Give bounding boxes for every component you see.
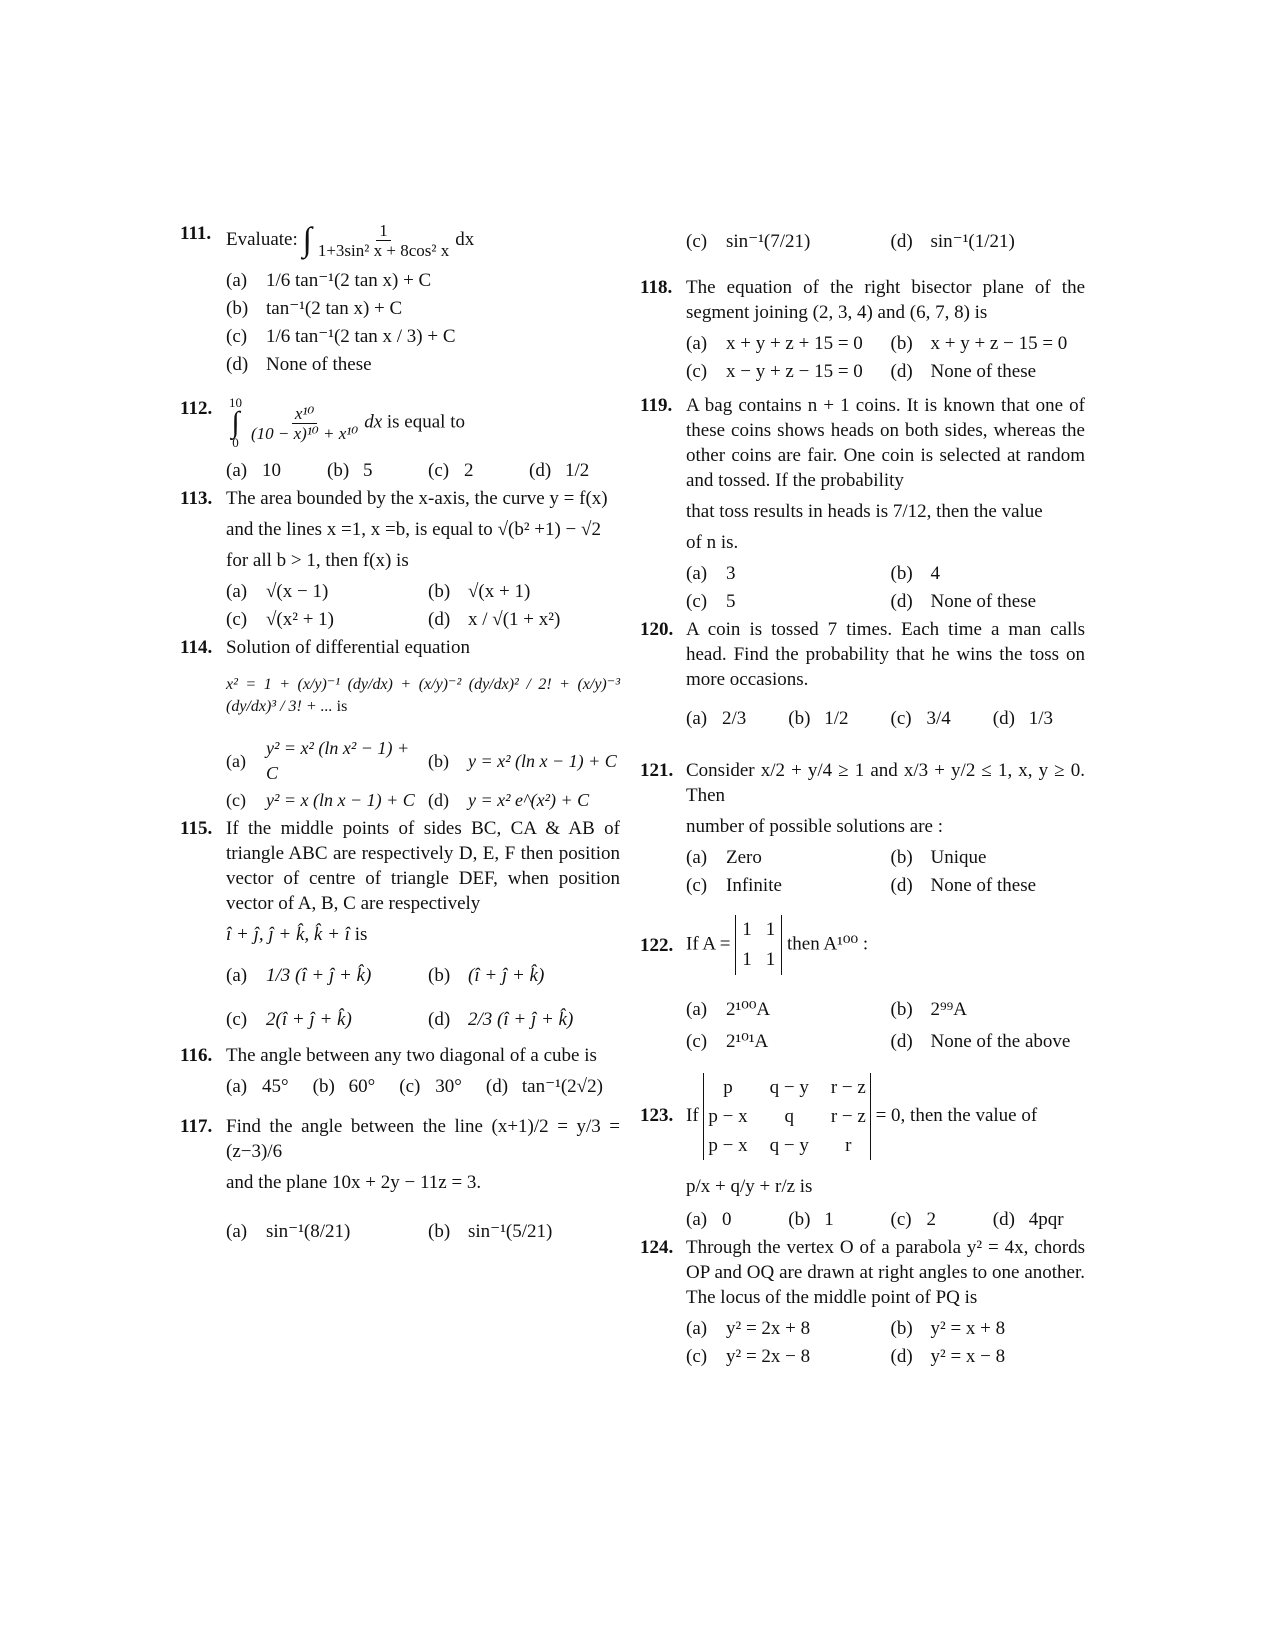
option-label: (a) <box>686 562 708 584</box>
option-text: sin⁻¹(1/21) <box>930 230 1015 252</box>
option-label: (b) <box>327 459 350 481</box>
option-c[interactable] <box>226 605 418 633</box>
option-c[interactable] <box>686 1025 881 1057</box>
option-text: None of these <box>930 360 1037 382</box>
option-label: (b) <box>788 1208 811 1230</box>
option-label: (c) <box>399 1075 421 1097</box>
option-text: y² = x (ln x − 1) + C <box>266 789 415 810</box>
option-text: y² = x² (ln x² − 1) + C <box>266 738 410 783</box>
option-text: 4 <box>930 562 940 584</box>
option-label: (d) <box>890 590 913 612</box>
option-text: 1/3 (î + ĵ + k̂) <box>266 964 372 986</box>
option-label: (a) <box>226 1075 248 1097</box>
option-c[interactable] <box>686 357 881 385</box>
option-text: y² = x + 8 <box>930 1317 1006 1339</box>
question-number: 111. <box>180 223 212 244</box>
question-114 <box>180 635 620 814</box>
question-stem: Through the vertex O of a parabola y² = 4x, chords OP and OQ are drawn at right angles to one another. The locus of the middle point of PQ is <box>686 1237 1085 1308</box>
question-stem: The angle between any two diagonal of a cube is <box>226 1045 597 1066</box>
option-d[interactable] <box>891 1025 1086 1057</box>
matrix-entry: 1 <box>742 949 752 970</box>
option-a[interactable] <box>686 843 881 871</box>
option-label: (b) <box>428 1220 451 1242</box>
option-label: (c) <box>686 874 708 896</box>
option-label: (b) <box>428 580 451 602</box>
option-a[interactable] <box>226 1072 303 1100</box>
option-d[interactable] <box>993 696 1085 740</box>
option-text: 5 <box>726 590 736 612</box>
prefix-text: If <box>686 1104 699 1126</box>
option-d[interactable] <box>891 219 1086 263</box>
stem-text: If the middle points of sides BC, CA & AB of triangle ABC are respectively D, E, F then position vector of centre of triangle DEF, when position vector of A, B, C are respectively <box>226 818 620 914</box>
position-vectors: î + ĵ, ĵ + k̂, k̂ + î <box>226 924 350 945</box>
option-text: sin⁻¹(8/21) <box>266 1220 351 1242</box>
option-b[interactable] <box>891 993 1086 1025</box>
stem-text: Find the angle between the line <box>226 1116 483 1137</box>
option-d[interactable] <box>891 1342 1086 1370</box>
option-d[interactable] <box>486 1072 620 1100</box>
question-117-continued <box>640 219 1085 263</box>
option-b[interactable] <box>313 1072 390 1100</box>
option-text: 1/3 <box>1028 707 1054 729</box>
determinant-entry: p − x <box>708 1106 748 1127</box>
stem-line: for all b > 1, then f(x) is <box>226 550 409 571</box>
determinant-entry: q <box>784 1106 794 1127</box>
question-stem <box>686 758 1085 839</box>
option-c[interactable] <box>399 1072 476 1100</box>
option-label: (d) <box>428 608 451 630</box>
option-label: (a) <box>686 846 708 868</box>
question-stem <box>226 396 620 450</box>
options <box>226 1209 620 1253</box>
option-text: sin⁻¹(7/21) <box>726 230 811 252</box>
determinant <box>703 1073 870 1160</box>
option-a[interactable] <box>226 577 418 605</box>
option-text: None of these <box>930 590 1037 612</box>
option-label: (b) <box>428 750 449 771</box>
option-c[interactable] <box>428 456 519 484</box>
question-number: 121. <box>640 760 674 781</box>
fraction-numerator: 1 <box>376 221 391 241</box>
determinant-entry: q − y <box>769 1135 809 1156</box>
option-b[interactable] <box>788 696 880 740</box>
integral-sign: ∫ <box>302 221 312 259</box>
option-c[interactable] <box>686 219 881 263</box>
fraction-denominator: 1+3sin² x + 8cos² x <box>317 241 450 260</box>
option-label: (c) <box>226 325 248 347</box>
question-stem <box>226 221 620 260</box>
option-b[interactable] <box>327 456 418 484</box>
question-number: 122. <box>640 935 674 956</box>
option-label: (a) <box>226 964 248 986</box>
option-text: x + y + z + 15 = 0 <box>726 332 863 354</box>
stem-text: that toss results in heads is 7/12, then the value <box>686 501 1043 522</box>
prompt-text: Evaluate: <box>226 228 298 250</box>
question-119 <box>640 393 1085 615</box>
question-number: 118. <box>640 277 673 298</box>
stem-text: Consider x/2 + y/4 ≥ 1 and x/3 + y/2 ≤ 1, x, y ≥ 0. Then <box>686 760 1085 806</box>
suffix-text: is equal to <box>386 411 465 433</box>
option-text: Infinite <box>726 874 782 896</box>
option-text: 2(î + ĵ + k̂) <box>266 1008 352 1030</box>
option-label: (d) <box>890 1345 913 1367</box>
option-d[interactable] <box>891 357 1086 385</box>
option-c[interactable] <box>226 786 418 814</box>
option-label: (a) <box>686 707 708 729</box>
stem-text: Solution of differential equation <box>226 637 470 658</box>
option-text: x − y + z − 15 = 0 <box>726 360 863 382</box>
option-d[interactable] <box>428 786 620 814</box>
differential: dx <box>455 228 475 250</box>
option-label: (d) <box>226 353 249 375</box>
option-label: (d) <box>992 707 1015 729</box>
option-text: sin⁻¹(5/21) <box>468 1220 553 1242</box>
line-equation: (x+1)/2 = y/3 = (z−3)/6 <box>226 1116 620 1162</box>
determinant-entry: r − z <box>830 1077 866 1098</box>
option-b[interactable] <box>788 1205 880 1233</box>
option-c[interactable] <box>226 322 620 350</box>
determinant-entry: p − x <box>708 1135 748 1156</box>
option-text: y² = 2x + 8 <box>726 1317 811 1339</box>
option-label: (c) <box>226 1008 248 1030</box>
differential-equation <box>226 674 620 718</box>
option-text: 3/4 <box>926 707 951 729</box>
question-stem <box>226 486 620 573</box>
option-label: (d) <box>485 1075 509 1097</box>
determinant-entry: q − y <box>769 1077 809 1098</box>
question-number: 115. <box>180 818 213 839</box>
question-number: 124. <box>640 1237 674 1258</box>
question-122 <box>640 915 1085 1057</box>
option-label: (d) <box>890 1030 913 1052</box>
question-112 <box>180 396 620 484</box>
option-label: (b) <box>890 1317 913 1339</box>
option-b[interactable] <box>891 559 1086 587</box>
expression: p/x + q/y + r/z <box>686 1176 796 1197</box>
suffix-text: is <box>336 698 348 715</box>
option-text: 5 <box>363 459 373 481</box>
option-c[interactable] <box>686 871 881 899</box>
options <box>226 1072 620 1100</box>
question-121 <box>640 758 1085 899</box>
option-label: (d) <box>890 230 913 252</box>
option-label: (c) <box>686 1030 708 1052</box>
option-a[interactable] <box>226 266 620 294</box>
option-b[interactable] <box>226 294 620 322</box>
option-c[interactable] <box>891 696 983 740</box>
stem-text: number of possible solutions are : <box>686 816 943 837</box>
option-d[interactable] <box>891 587 1086 615</box>
option-text: 1 <box>824 1208 834 1230</box>
option-a[interactable] <box>686 1314 881 1342</box>
option-text: 2/3 (î + ĵ + k̂) <box>468 1008 574 1030</box>
option-text: (î + ĵ + k̂) <box>468 964 545 986</box>
option-label: (d) <box>992 1208 1015 1230</box>
options <box>226 266 620 378</box>
question-number: 112. <box>180 398 213 419</box>
integral-limits <box>229 396 242 450</box>
options <box>226 953 620 1041</box>
option-text: 45° <box>262 1075 289 1097</box>
option-c[interactable] <box>226 997 418 1041</box>
option-text: 1/2 <box>565 459 590 481</box>
option-text: 1/6 tan⁻¹(2 tan x / 3) + C <box>266 325 456 347</box>
question-number: 120. <box>640 619 674 640</box>
options <box>686 843 1085 899</box>
fraction-denominator: (10 − x)¹⁰ + x¹⁰ <box>251 423 359 443</box>
option-text: y = x² (ln x − 1) + C <box>468 750 617 771</box>
question-number: 123. <box>640 1105 674 1126</box>
matrix-a <box>735 915 782 975</box>
options <box>686 1314 1085 1370</box>
option-text: 1/2 <box>824 707 849 729</box>
option-label: (b) <box>890 846 913 868</box>
integral-sign: ∫ <box>231 406 240 439</box>
options <box>686 1205 1085 1233</box>
options <box>226 456 620 484</box>
option-b[interactable] <box>891 843 1086 871</box>
option-d[interactable] <box>529 456 620 484</box>
option-label: (a) <box>686 1208 708 1230</box>
matrix-entry: 1 <box>765 919 776 940</box>
option-label: (d) <box>529 459 552 481</box>
option-a[interactable] <box>686 993 881 1025</box>
determinant-entry: r <box>845 1135 852 1156</box>
option-label: (b) <box>890 562 913 584</box>
stem-line: and the lines x =1, x =b, is equal to <box>226 519 493 540</box>
option-label: (b) <box>890 332 913 354</box>
option-label: (a) <box>686 332 708 354</box>
option-label: (b) <box>226 297 249 319</box>
question-stem: The equation of the right bisector plane of the segment joining (2, 3, 4) and (6, 7, 8) is <box>686 277 1085 323</box>
question-stem <box>686 915 1085 975</box>
option-label: (d) <box>890 360 913 382</box>
options <box>686 329 1085 385</box>
question-number: 113. <box>180 488 213 509</box>
option-text: 60° <box>348 1075 376 1097</box>
question-stem <box>686 1073 1085 1199</box>
option-label: (a) <box>226 1220 248 1242</box>
suffix-text: = 0, then the value of <box>875 1104 1038 1126</box>
option-text: 2¹⁰¹A <box>726 1030 769 1052</box>
option-label: (b) <box>788 707 811 729</box>
lower-limit: 0 <box>232 435 239 450</box>
stem-text: and the plane 10x + 2y − 11z = 3. <box>226 1172 482 1193</box>
options <box>686 993 1085 1057</box>
option-a[interactable] <box>226 736 418 786</box>
question-stem <box>226 816 620 947</box>
option-b[interactable] <box>428 953 620 997</box>
option-label: (a) <box>226 459 248 481</box>
option-label: (a) <box>686 1317 708 1339</box>
question-113 <box>180 486 620 633</box>
prefix-text: If A = <box>686 933 731 955</box>
option-label: (d) <box>428 1008 451 1030</box>
option-text: x / √(1 + x²) <box>468 608 561 630</box>
option-text: 2/3 <box>722 707 747 729</box>
stem-text: of n is. <box>686 532 739 553</box>
option-text: x + y + z − 15 = 0 <box>930 332 1068 354</box>
question-123 <box>640 1073 1085 1233</box>
option-text: 4pqr <box>1028 1208 1064 1230</box>
question-115 <box>180 816 620 1041</box>
matrix-entry: 1 <box>765 949 776 970</box>
option-label: (c) <box>226 789 246 810</box>
equation-text: x² = 1 + (x/y)⁻¹ (dy/dx) + (x/y)⁻² (dy/dx)² / 2! + (x/y)⁻³ (dy/dx)³ / 3! + ... <box>226 676 620 715</box>
question-number: 114. <box>180 637 213 658</box>
question-stem <box>226 635 620 732</box>
option-a[interactable] <box>686 696 778 740</box>
option-text: 2 <box>926 1208 936 1230</box>
question-120 <box>640 617 1085 740</box>
option-text: y² = x − 8 <box>930 1345 1006 1367</box>
question-number: 116. <box>180 1045 213 1066</box>
option-label: (a) <box>226 580 248 602</box>
option-b[interactable] <box>891 329 1086 357</box>
area-expression: √(b² +1) − √2 <box>497 519 601 540</box>
integrand-fraction <box>248 404 361 443</box>
option-text: tan⁻¹(2√2) <box>521 1075 603 1097</box>
option-text: 2¹⁰⁰A <box>726 998 771 1020</box>
suffix-text: is <box>354 924 368 945</box>
option-b[interactable] <box>891 1314 1086 1342</box>
question-117 <box>180 1114 620 1253</box>
question-116 <box>180 1043 620 1100</box>
option-label: (a) <box>226 750 246 771</box>
option-d[interactable] <box>891 871 1086 899</box>
option-text: 0 <box>722 1208 732 1230</box>
option-text: None of the above <box>930 1030 1071 1052</box>
option-a[interactable] <box>226 1209 418 1253</box>
option-d[interactable] <box>993 1205 1085 1233</box>
integrand-fraction <box>315 221 452 260</box>
option-text: 3 <box>726 562 736 584</box>
option-text: 2⁹⁹A <box>930 998 967 1020</box>
left-column <box>180 215 620 1255</box>
question-stem <box>226 1114 620 1195</box>
stem-line: The area bounded by the x-axis, the curve y = f(x) <box>226 488 608 509</box>
option-label: (c) <box>226 608 248 630</box>
stem-text: A bag contains n + 1 coins. It is known that one of these coins shows heads on both sides, whereas the other coins are fair. One coin is selected at random and tossed. If the probability <box>686 395 1085 491</box>
option-label: (c) <box>686 360 708 382</box>
option-label: (c) <box>890 707 912 729</box>
upper-limit: 10 <box>229 395 242 410</box>
option-label: (d) <box>428 789 449 810</box>
option-d[interactable] <box>226 350 620 378</box>
option-b[interactable] <box>428 577 620 605</box>
option-text: y² = 2x − 8 <box>726 1345 811 1367</box>
option-a[interactable] <box>226 953 418 997</box>
option-a[interactable] <box>686 1205 778 1233</box>
option-text: None of these <box>266 353 372 375</box>
option-text: Unique <box>930 846 987 868</box>
option-b[interactable] <box>428 1209 620 1253</box>
option-a[interactable] <box>686 559 881 587</box>
option-label: (c) <box>890 1208 912 1230</box>
option-label: (c) <box>686 590 708 612</box>
option-text: Zero <box>726 846 762 868</box>
option-a[interactable] <box>686 329 881 357</box>
question-number: 119. <box>640 395 673 416</box>
option-c[interactable] <box>891 1205 983 1233</box>
question-124 <box>640 1235 1085 1370</box>
option-text: 1/6 tan⁻¹(2 tan x) + C <box>266 269 432 291</box>
suffix-text: then A¹⁰⁰ : <box>787 933 869 955</box>
option-d[interactable] <box>428 605 620 633</box>
options <box>686 696 1085 740</box>
option-label: (c) <box>686 1345 708 1367</box>
option-label: (a) <box>226 269 248 291</box>
options <box>226 577 620 633</box>
option-text: y = x² e^(x²) + C <box>468 789 590 810</box>
question-stem <box>686 393 1085 555</box>
question-stem: A coin is tossed 7 times. Each time a man calls head. Find the probability that he wins the toss on more occasions. <box>686 619 1085 690</box>
option-text: 2 <box>464 459 474 481</box>
option-text: 30° <box>435 1075 462 1097</box>
option-a[interactable] <box>226 456 317 484</box>
determinant-entry: p <box>723 1077 733 1098</box>
question-111 <box>180 221 620 378</box>
options <box>226 736 620 814</box>
options <box>686 559 1085 615</box>
option-text: √(x + 1) <box>468 580 531 602</box>
option-label: (c) <box>428 459 450 481</box>
matrix-entry: 1 <box>742 919 752 940</box>
option-label: (b) <box>428 964 451 986</box>
option-c[interactable] <box>686 587 881 615</box>
option-label: (c) <box>686 230 708 252</box>
option-label: (d) <box>890 874 913 896</box>
option-label: (b) <box>312 1075 335 1097</box>
question-number: 117. <box>180 1116 213 1137</box>
option-text: None of these <box>930 874 1037 896</box>
suffix-text: is <box>799 1176 813 1197</box>
option-text: tan⁻¹(2 tan x) + C <box>266 297 403 319</box>
options <box>686 219 1085 263</box>
differential: dx <box>364 411 383 433</box>
right-column <box>640 215 1085 1372</box>
option-b[interactable] <box>428 736 620 786</box>
option-text: √(x − 1) <box>266 580 329 602</box>
option-c[interactable] <box>686 1342 881 1370</box>
determinant-entry: r − z <box>830 1106 866 1127</box>
option-d[interactable] <box>428 997 620 1041</box>
option-label: (b) <box>890 998 913 1020</box>
fraction-numerator: x¹⁰ <box>292 404 317 424</box>
option-text: √(x² + 1) <box>266 608 334 630</box>
question-118 <box>640 275 1085 385</box>
option-text: 10 <box>262 459 281 481</box>
option-label: (a) <box>686 998 708 1020</box>
